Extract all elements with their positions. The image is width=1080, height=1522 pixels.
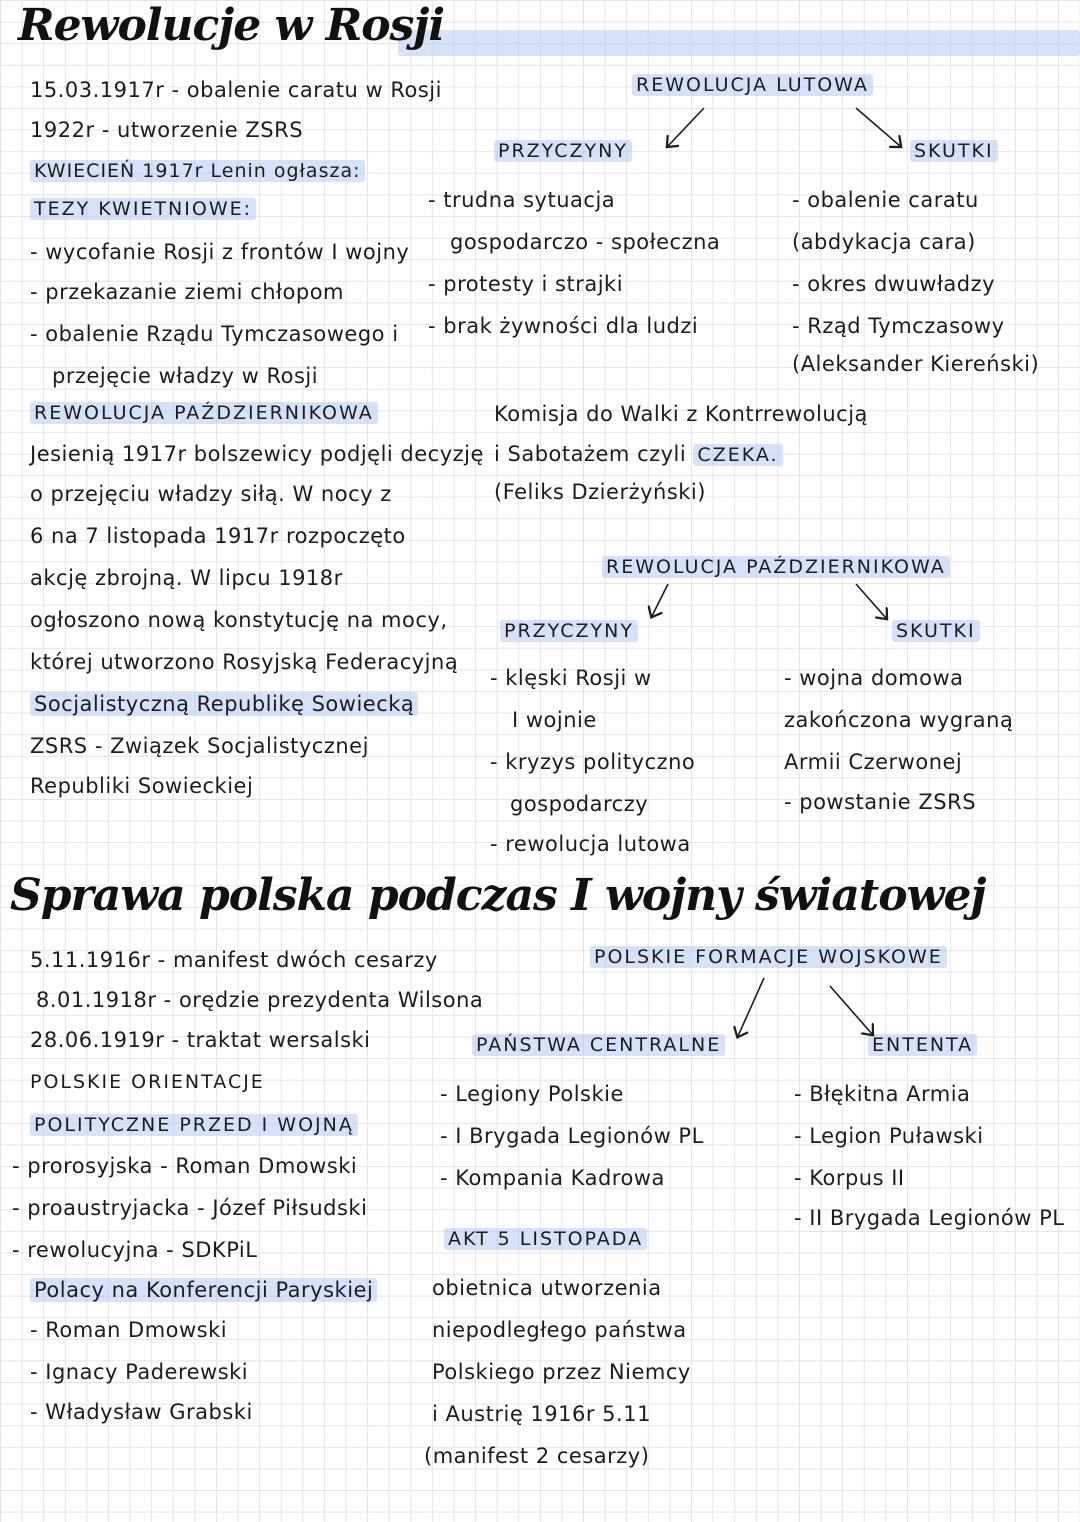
october-text-line: akcję zbrojną. W lipcu 1918r [30,566,343,590]
act-line: i Austrię 1916r 5.11 [432,1402,651,1426]
paris-delegate: - Władysław Grabski [30,1400,253,1424]
effect-item: zakończona wygraną [784,708,1014,732]
cause-item: - trudna sytuacja [428,188,616,212]
act-line: niepodległego państwa [432,1318,687,1342]
april-theses-heading: TEZY KWIETNIOWE: [30,198,256,220]
section-title-revolutions: Rewolucje w Rosji [18,0,445,51]
date-line: 15.03.1917r - obalenie caratu w Rosji [30,78,442,102]
paris-conference-heading: Polacy na Konferencji Paryskiej [30,1278,377,1302]
april-intro: KWIECIEŃ 1917r Lenin ogłasza: [30,160,365,182]
orientations-heading: POLSKIE ORIENTACJE [30,1071,265,1093]
entente-label: ENTENTA [868,1034,977,1056]
february-effects-label: SKUTKI [910,140,998,162]
cause-item: - rewolucja lutowa [490,832,691,856]
april-thesis-item: przejęcie władzy w Rosji [52,364,319,388]
central-powers-label: PAŃSTWA CENTRALNE [472,1034,725,1056]
central-powers-list [440,1072,704,1200]
effect-item: - Rząd Tymczasowy [792,314,1005,338]
effect-item: (Aleksander Kiereński) [792,352,1040,376]
formation-item: - Kompania Kadrowa [440,1166,665,1190]
october-text-line: Socjalistyczną Republikę Sowiecką [30,692,418,716]
october-causes-label: PRZYCZYNY [500,620,638,642]
october-revolution-heading: REWOLUCJA PAŹDZIERNIKOWA [30,402,378,424]
october-text-line: o przejęciu władzy siłą. W nocy z [30,482,392,506]
april-thesis-item: - obalenie Rządu Tymczasowego i [30,322,399,346]
arrow-icon [856,108,900,146]
formation-item: - Błękitna Armia [794,1082,971,1106]
october-text-line: której utworzono Rosyjską Federacyjną [30,650,459,674]
formation-item: - Korpus II [794,1166,905,1190]
orientation-item: - rewolucyjna - SDKPiL [12,1238,258,1262]
effect-item: - wojna domowa [784,666,964,690]
october-text-line: ogłoszono nową konstytucję na mocy, [30,608,448,632]
arrow-icon [652,584,668,616]
cause-item: gospodarczy [510,792,649,816]
cheka-note [494,392,868,514]
formation-item: - II Brygada Legionów PL [794,1206,1065,1230]
paris-delegate: - Roman Dmowski [30,1318,228,1342]
cause-item: - protesty i strajki [428,272,624,296]
orientation-item: - proaustryjacka - Józef Piłsudski [12,1196,368,1220]
section-title-polish-question: Sprawa polska podczas I wojny światowej [10,870,986,921]
arrow-icon [738,978,764,1036]
october-text-line: Jesienią 1917r bolszewicy podjęli decyzję [30,442,484,466]
october-diagram-heading: REWOLUCJA PAŹDZIERNIKOWA [602,556,950,578]
entente-list [794,1072,1065,1240]
october-text-line: ZSRS - Związek Socjalistycznej [30,734,369,758]
february-causes-label: PRZYCZYNY [494,140,632,162]
october-effects-label: SKUTKI [892,620,980,642]
cheka-line: (Feliks Dzierżyński) [494,480,706,504]
cause-item: I wojnie [512,708,597,732]
effect-item: - okres dwuwładzy [792,272,996,296]
paris-delegate: - Ignacy Paderewski [30,1360,249,1384]
april-thesis-item: - wycofanie Rosji z frontów I wojny [30,240,410,264]
formation-item: - Legion Puławski [794,1124,984,1148]
february-causes-list [428,178,720,348]
effect-item: Armii Czerwonej [784,750,963,774]
act-line: (manifest 2 cesarzy) [424,1444,650,1468]
date-line: 1922r - utworzenie ZSRS [30,118,304,142]
act-line: Polskiego przez Niemcy [432,1360,691,1384]
arrow-icon [668,108,704,146]
polish-question-left-column [12,938,484,1434]
cheka-line: Komisja do Walki z Kontrrewolucją [494,402,868,426]
title-highlight-bar [398,30,1080,56]
orientation-item: - prorosyjska - Roman Dmowski [12,1154,358,1178]
formation-item: - Legiony Polskie [440,1082,624,1106]
cause-item: - klęski Rosji w [490,666,652,690]
february-revolution-heading: REWOLUCJA LUTOWA [632,74,873,96]
cheka-highlight: CZEKA. [693,444,782,466]
october-text-line: 6 na 7 listopada 1917r rozpoczęto [30,524,406,548]
october-effects-list [784,656,1013,824]
arrow-icon [830,986,872,1034]
cause-item: - kryzys polityczno [490,750,696,774]
orientations-heading: POLITYCZNE PRZED I WOJNĄ [30,1114,358,1136]
april-thesis-item: - przekazanie ziemi chłopom [30,280,345,304]
date-line: 8.01.1918r - orędzie prezydenta Wilsona [36,988,484,1012]
february-effects-list [792,178,1039,386]
arrow-icon [856,584,886,618]
formations-heading: POLSKIE FORMACJE WOJSKOWE [590,946,947,968]
effect-item: - obalenie caratu [792,188,979,212]
cause-item: gospodarczo - społeczna [450,230,721,254]
act-heading: AKT 5 LISTOPADA [444,1228,647,1250]
effect-item: - powstanie ZSRS [784,790,977,814]
cheka-line: i Sabotażem czyli [494,442,687,466]
october-text-line: Republiki Sowieckiej [30,774,254,798]
revolutions-left-column [30,68,484,808]
date-line: 5.11.1916r - manifest dwóch cesarzy [30,948,438,972]
act-line: obietnica utworzenia [432,1276,662,1300]
october-causes-list [490,656,695,866]
date-line: 28.06.1919r - traktat wersalski [30,1028,371,1052]
act-description [424,1266,691,1478]
effect-item: (abdykacja cara) [792,230,976,254]
cause-item: - brak żywności dla ludzi [428,314,699,338]
formation-item: - I Brygada Legionów PL [440,1124,704,1148]
